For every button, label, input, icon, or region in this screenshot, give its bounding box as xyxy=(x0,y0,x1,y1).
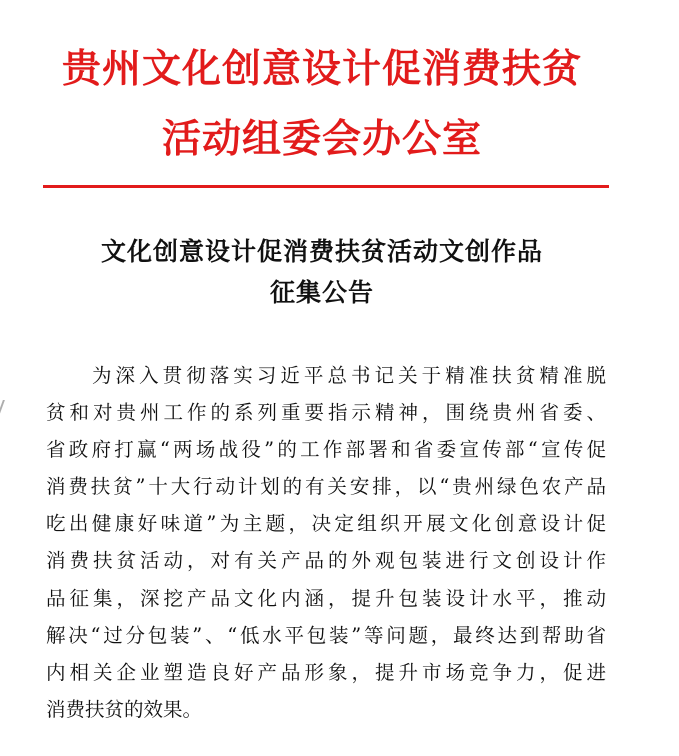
body-line: 吃出健康好味道”为主题，决定组织开展文化创意设计促 xyxy=(46,512,606,536)
red-header-divider xyxy=(43,185,609,188)
body-line: 省政府打赢“两场战役”的工作部署和省委宣传部“宣传促 xyxy=(46,438,606,462)
notice-title-line-2: 征集公告 xyxy=(269,278,374,307)
body-line: 品征集，深挖产品文化内涵，提升包装设计水平，推动 xyxy=(46,586,606,610)
body-line: 消费扶贫活动，对有关产品的外观包装进行文创设计作 xyxy=(46,549,606,573)
body-line: 为深入贯彻落实习近平总书记关于精准扶贫精准脱 xyxy=(92,364,606,387)
body-line: 消费扶贫的效果。 xyxy=(46,697,203,721)
page-edge-mark xyxy=(0,400,5,416)
issuing-office-line-2: 活动组委会办公室 xyxy=(161,117,482,162)
notice-body-paragraph xyxy=(46,357,606,728)
body-line: 解决“过分包装”、“低水平包装”等问题，最终达到帮助省 xyxy=(46,623,606,647)
body-line: 消费扶贫”十大行动计划的有关安排，以“贵州绿色农产品 xyxy=(46,475,606,499)
body-line: 内相关企业塑造良好产品形象，提升市场竞争力，促进 xyxy=(46,660,606,684)
issuing-office-line-1: 贵州文化创意设计促消费扶贫 xyxy=(61,47,582,92)
body-line: 贫和对贵州工作的系列重要指示精神，围绕贵州省委、 xyxy=(46,401,606,425)
notice-title-line-1: 文化创意设计促消费扶贫活动文创作品 xyxy=(100,237,543,266)
